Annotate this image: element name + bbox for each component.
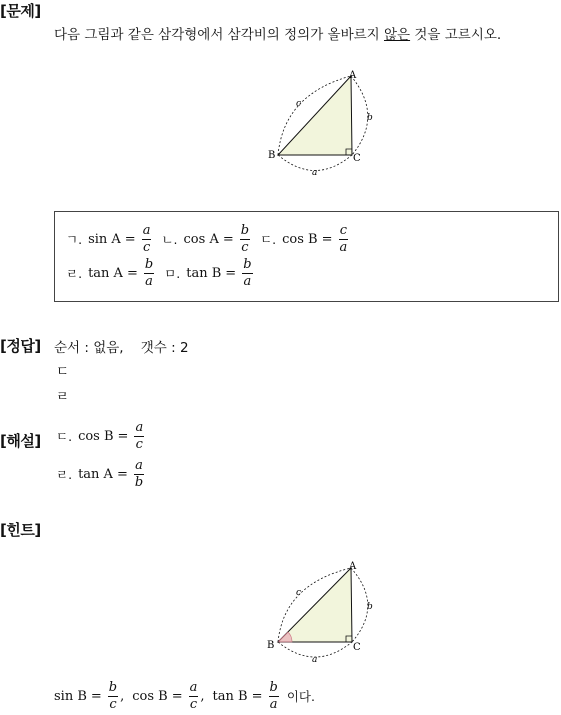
explanation-marker: ㄹ. (56, 467, 73, 483)
problem-text-before: 다음 그림과 같은 삼각형에서 삼각비의 정의가 올바르지 (54, 27, 384, 43)
equals-sign: = (321, 231, 333, 247)
explanation-lhs: cos B (78, 428, 114, 444)
explanation-row-1 (56, 421, 146, 451)
denominator: a (145, 273, 153, 289)
label-C: C (353, 642, 361, 653)
hint-formulas (54, 681, 321, 711)
answer-header: [정답] (0, 337, 41, 355)
fraction (240, 224, 250, 254)
denominator: c (109, 696, 117, 712)
numerator: a (142, 223, 151, 238)
denominator: a (339, 239, 348, 255)
numerator: a (135, 458, 143, 473)
numerator: b (108, 680, 118, 695)
label-C: C (353, 153, 361, 164)
triangle-shape (278, 76, 352, 155)
equals-sign: = (171, 688, 183, 704)
choice-marker: ㄷ. (260, 232, 277, 248)
numerator: b (240, 223, 250, 238)
problem-statement (54, 23, 501, 43)
label-B: B (268, 150, 276, 161)
equals-sign: = (90, 688, 102, 704)
answer-item: ㄷ (56, 364, 70, 380)
triangle-figure-hint (262, 558, 380, 670)
numerator: b (269, 680, 278, 695)
choices-row-1 (66, 224, 350, 254)
choice-marker: ㅁ. (164, 266, 181, 282)
label-a: a (312, 168, 318, 178)
label-A: A (349, 70, 357, 81)
fraction (142, 224, 152, 254)
equals-sign: = (126, 265, 138, 281)
triangle-shape (278, 568, 352, 642)
arc-b (351, 76, 368, 155)
hint-lhs: sin B (54, 688, 87, 704)
choices-row-2 (66, 258, 255, 288)
hint-lhs: tan B (212, 688, 248, 704)
equals-sign: = (116, 466, 128, 482)
denominator: b (134, 474, 144, 490)
problem-text-after: 것을 고르시오. (410, 27, 502, 43)
choice-lhs: cos A (183, 231, 219, 247)
hint-header: [힌트] (0, 521, 41, 539)
denominator: a (243, 273, 252, 289)
problem-header: [문제] (0, 2, 41, 20)
label-B: B (267, 640, 275, 651)
separator: , (120, 688, 125, 704)
label-a: a (312, 655, 318, 665)
explanation-lhs: tan A (78, 466, 113, 482)
equals-sign: = (251, 688, 263, 704)
explanation-header: [해설] (0, 432, 41, 450)
equals-sign: = (117, 428, 129, 444)
fraction (144, 258, 154, 288)
choice-marker: ㄴ. (161, 232, 178, 248)
hint-lhs: cos B (132, 688, 168, 704)
denominator: c (241, 239, 249, 255)
denominator: c (189, 696, 198, 712)
fraction (189, 681, 199, 711)
explanation-marker: ㄷ. (56, 429, 73, 445)
answer-item: ㄹ (56, 389, 70, 405)
numerator: b (243, 257, 252, 272)
fraction (269, 681, 279, 711)
fraction (134, 421, 144, 451)
equals-sign: = (222, 231, 234, 247)
equals-sign: = (124, 231, 136, 247)
label-b: b (367, 602, 373, 612)
choice-lhs: tan B (186, 265, 222, 281)
choice-marker: ㄱ. (66, 232, 83, 248)
label-A: A (349, 561, 357, 572)
answer-line: 순서 : 없음, 갯수 : 2 (54, 340, 189, 356)
label-c: c (296, 588, 302, 598)
numerator: a (189, 680, 198, 695)
denominator: a (269, 696, 278, 712)
denominator: c (142, 239, 151, 255)
denominator: c (135, 436, 143, 452)
numerator: a (135, 420, 144, 435)
arc-b (351, 568, 368, 642)
numerator: c (339, 223, 348, 238)
separator: , (200, 688, 205, 704)
explanation-row-2 (56, 459, 146, 489)
choice-lhs: sin A (88, 231, 121, 247)
label-c: c (296, 99, 302, 109)
equals-sign: = (225, 265, 237, 281)
problem-text-underlined: 않은 (383, 27, 411, 43)
fraction (242, 258, 252, 288)
triangle-figure-problem (262, 66, 380, 178)
choice-lhs: cos B (282, 231, 318, 247)
hint-tail: 이다. (286, 689, 315, 705)
numerator: b (144, 257, 154, 272)
fraction (339, 224, 349, 254)
fraction (134, 459, 144, 489)
choice-marker: ㄹ. (66, 266, 83, 282)
choice-lhs: tan A (88, 265, 123, 281)
fraction (108, 681, 118, 711)
label-b: b (367, 113, 373, 123)
